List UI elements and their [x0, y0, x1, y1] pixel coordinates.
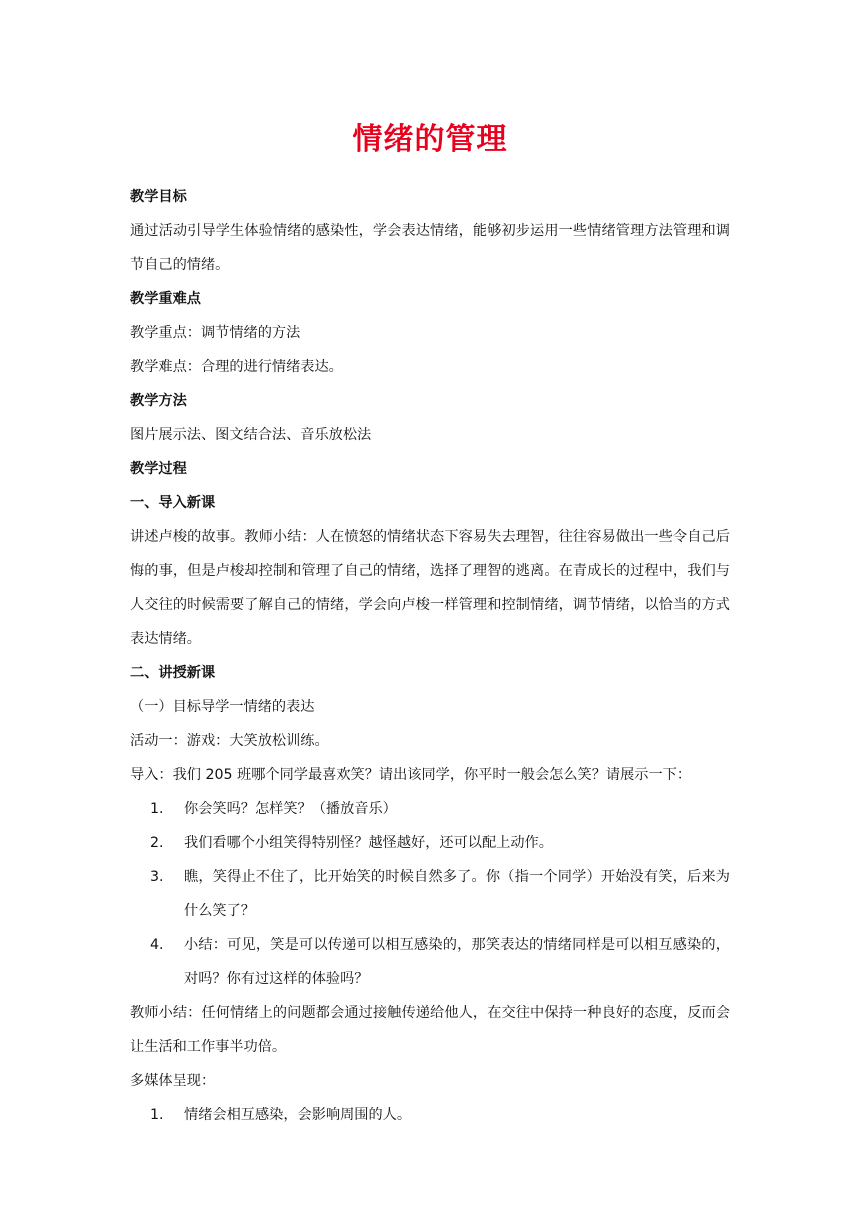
key-heading: 教学重难点 [130, 291, 201, 307]
process-heading: 教学过程 [130, 461, 187, 477]
goal-text: 通过活动引导学生体验情绪的感染性，学会表达情绪，能够初步运用一些情绪管理方法管理和调节自己的情绪。 [130, 223, 730, 273]
part2-heading: 二、讲授新课 [130, 665, 216, 681]
goal-heading: 教学目标 [130, 189, 187, 205]
method-heading: 教学方法 [130, 393, 187, 409]
list-text: 我们看哪个小组笑得特别怪？越怪越好，还可以配上动作。 [184, 835, 553, 851]
numbered-list-1 [130, 792, 730, 996]
difficult-point: 教学难点：合理的进行情绪表达。 [130, 359, 343, 375]
teacher-summary: 教师小结：任何情绪上的问题都会通过接触传递给他人，在交往中保持一种良好的态度，反而会让生活和工作事半功倍。 [130, 1005, 730, 1055]
document-title: 情绪的管理 [352, 122, 508, 157]
list-number: 1. [150, 801, 164, 817]
list-text: 瞧，笑得止不住了，比开始笑的时候自然多了。你（指一个同学）开始没有笑，后来为什么笑了？ [184, 869, 730, 919]
sub-heading-1: （一）目标导学一情绪的表达 [130, 699, 315, 715]
multimedia-label: 多媒体呈现： [130, 1073, 216, 1089]
numbered-list-2 [130, 1098, 730, 1132]
list-text: 小结：可见，笑是可以传递可以相互感染的，那笑表达的情绪同样是可以相互感染的，对吗？你有过这样的体验吗？ [184, 937, 730, 987]
list-number: 3. [150, 869, 164, 885]
intro-text: 导入：我们 205 班哪个同学最喜欢笑？请出该同学，你平时一般会怎么笑？请展示一下： [130, 767, 692, 783]
part1-text: 讲述卢梭的故事。教师小结：人在愤怒的情绪状态下容易失去理智，往往容易做出一些令自己后悔的事，但是卢梭却控制和管理了自己的情绪，选择了理智的逃离。在青成长的过程中，我们与人交往的时候需要了解自己的情绪，学会向卢梭一样管理和控制情绪，调节情绪，以恰当的方式表达情绪。 [130, 529, 730, 647]
list-text: 情绪会相互感染，会影响周围的人。 [184, 1107, 412, 1123]
part1-heading: 一、导入新课 [130, 495, 216, 511]
key-point: 教学重点：调节情绪的方法 [130, 325, 301, 341]
list-item [130, 928, 730, 996]
list-text: 你会笑吗？怎样笑？（播放音乐） [184, 801, 397, 817]
list-item [130, 826, 730, 860]
list-number: 1. [150, 1107, 164, 1123]
list-number: 2. [150, 835, 164, 851]
list-item [130, 1098, 730, 1132]
activity-1: 活动一：游戏：大笑放松训练。 [130, 733, 329, 749]
list-number: 4. [150, 937, 164, 953]
list-item [130, 860, 730, 928]
list-item [130, 792, 730, 826]
method-text: 图片展示法、图文结合法、音乐放松法 [130, 427, 372, 443]
